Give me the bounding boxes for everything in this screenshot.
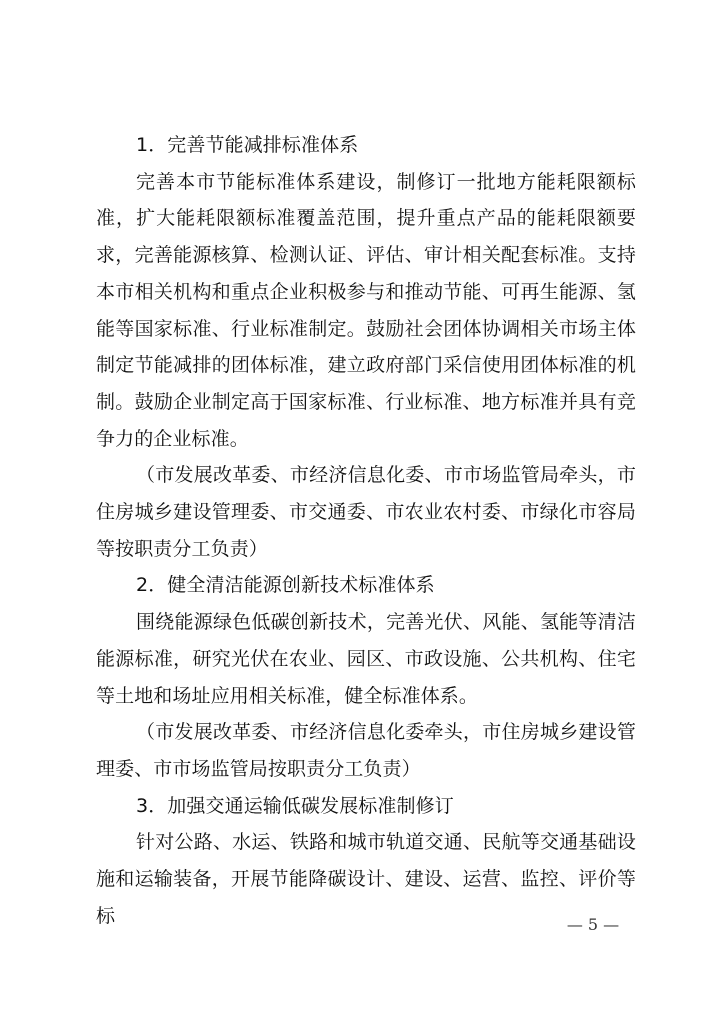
section-2-heading: 2．健全清洁能源创新技术标准体系 — [136, 574, 435, 597]
document-body — [96, 127, 636, 934]
section-3-heading: 3．加强交通运输低碳发展标准制修订 — [136, 794, 454, 817]
section-2-body: 围绕能源绿色低碳创新技术，完善光伏、风能、氢能等清洁能源标准，研究光伏在农业、园区、市政设施、公共机构、住宅等土地和场址应用相关标准，健全标准体系。 — [96, 611, 636, 707]
section-1-responsible: （市发展改革委、市经济信息化委、市市场监管局牵头，市住房城乡建设管理委、市交通委、市农业农村委、市绿化市容局等按职责分工负责） — [96, 464, 636, 560]
section-1-body: 完善本市节能标准体系建设，制修订一批地方能耗限额标准，扩大能耗限额标准覆盖范围，提升重点产品的能耗限额要求，完善能源核算、检测认证、评估、审计相关配套标准。支持本市相关机构和重点企业积极参与和推动节能、可再生能源、氢能等国家标准、行业标准制定。鼓励社会团体协调相关市场主体制定节能减排的团体标准，建立政府部门采信使用团体标准的机制。鼓励企业制定高于国家标准、行业标准、地方标准并具有竞争力的企业标准。 — [96, 170, 636, 450]
section-1-heading: 1．完善节能减排标准体系 — [136, 134, 359, 156]
page-number: — 5 — — [566, 915, 620, 934]
section-2-responsible: （市发展改革委、市经济信息化委牵头，市住房城乡建设管理委、市市场监管局按职责分工负责） — [96, 721, 636, 780]
section-3-body: 针对公路、水运、铁路和城市轨道交通、民航等交通基础设施和运输装备，开展节能降碳设计、建设、运营、监控、评价等标 — [96, 831, 636, 927]
